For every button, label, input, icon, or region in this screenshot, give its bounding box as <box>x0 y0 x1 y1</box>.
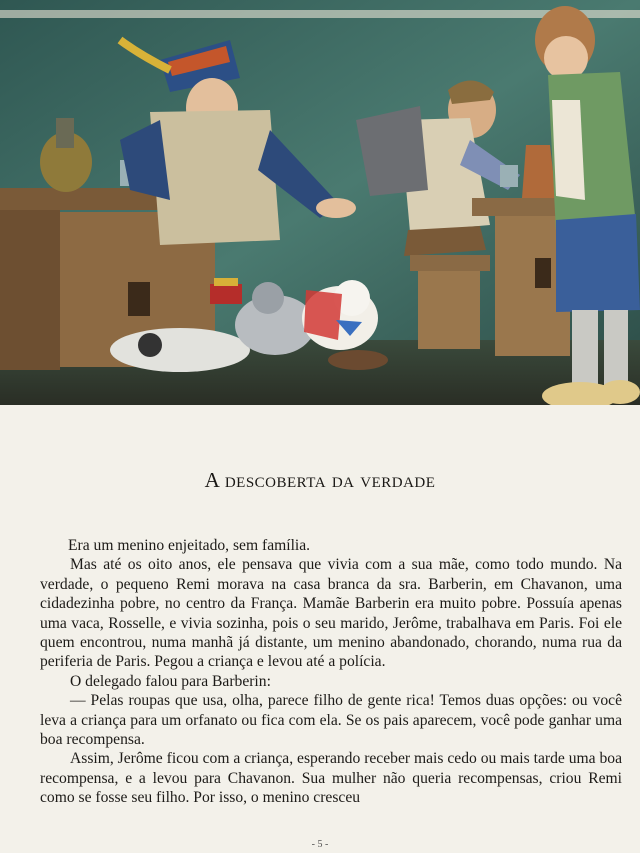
tavern-scene-image <box>0 0 640 405</box>
paragraph: — Pelas roupas que usa, olha, parece filho de gente rica! Temos duas opções: ou você leva a criança para um orfanato ou fica com ela. Se os pais aparecem, você pode ganhar uma boa recompensa. <box>40 692 622 749</box>
paragraph: Mas até os oito anos, ele pensava que vivia com a sua mãe, como todo mundo. Na verdade, o pequeno Remi morava na casa branca da sra. Barberin, em Chavanon, uma cidadezinha pobre, no centro da França. Mamãe Barberin era muito pobre. Possuía apenas uma vaca, Rosselle, e vivia sozinha, pois o seu marido, Jerôme, trabalhava em Paris. Foi ele quem encontrou, numa manhã já distante, um menino abandonado, chorando, numa rua da periferia de Paris. Pegou a criança e levou até a polícia. <box>40 556 622 671</box>
page-number: - 5 - <box>311 839 329 850</box>
paragraph: Assim, Jerôme ficou com a criança, esperando receber mais cedo ou mais tarde uma boa recompensa, e a levou para Chavanon. Sua mulher não queria recompensas, criou Remi como se fosse seu filho. Por isso, o menino cresceu <box>40 750 622 807</box>
chapter-title: A descoberta da verdade <box>204 468 436 492</box>
paragraph: Era um menino enjeitado, sem família. <box>68 537 311 554</box>
story-illustration <box>0 0 640 405</box>
paragraph: O delegado falou para Barberin: <box>70 672 271 690</box>
chapter-body <box>40 536 622 808</box>
